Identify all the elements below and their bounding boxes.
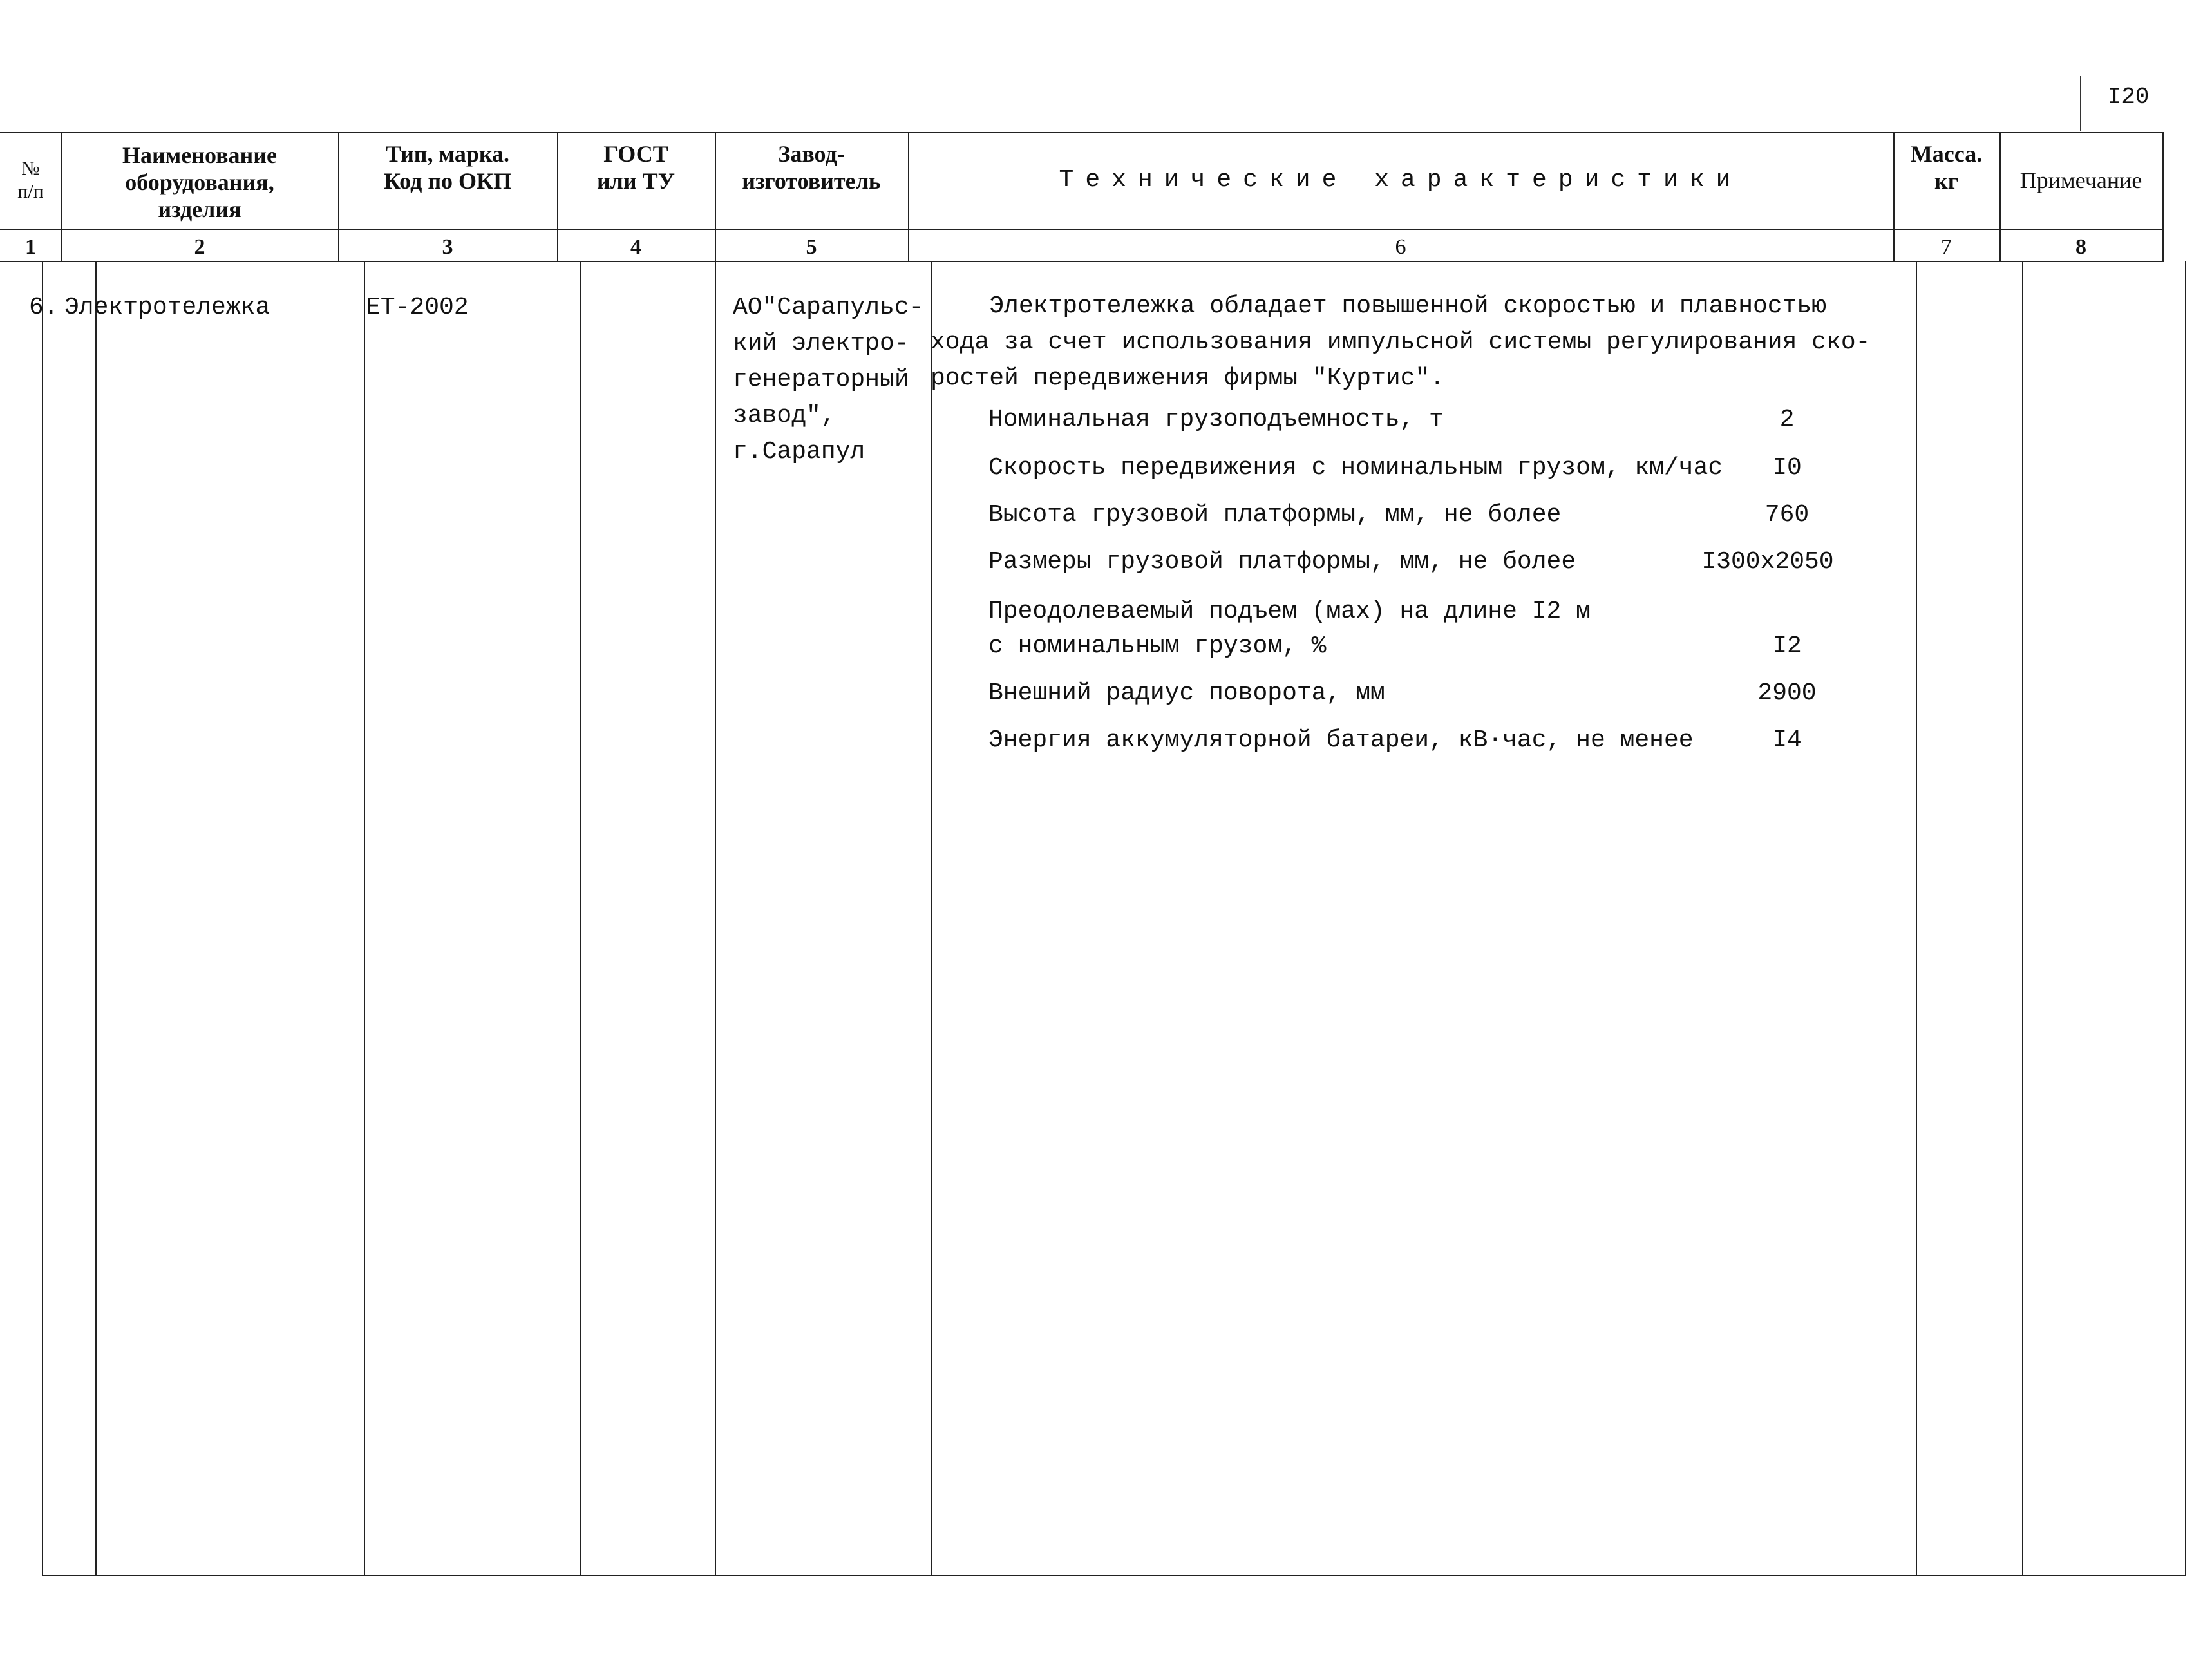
spec-row-platform-height <box>988 501 1845 529</box>
spec-value: 2 <box>1779 406 1795 433</box>
column-number-1: 1 <box>25 235 36 259</box>
body-divider-5 <box>931 261 932 1576</box>
header-gost-line2: или ТУ <box>596 168 676 194</box>
page-number: I20 <box>2107 84 2150 110</box>
body-divider-7 <box>2022 261 2023 1576</box>
manufacturer-line-3: генераторный <box>733 366 909 393</box>
header-manufacturer-line2: изготовитель <box>742 168 881 194</box>
header-manufacturer <box>715 135 908 200</box>
column-number-4: 4 <box>630 235 641 259</box>
spec-value: I4 <box>1772 726 1802 754</box>
spec-label: Номинальная грузоподъемность, т <box>988 406 1444 433</box>
description-line-2: хода за счет использования импульсной системы регулирования ско- <box>931 328 1871 356</box>
spec-row-turning-radius <box>988 679 1845 707</box>
spec-value: I300х2050 <box>1701 548 1834 576</box>
header-mass-line1: Масса. <box>1910 141 1983 167</box>
header-type-line2: Код по ОКП <box>383 168 512 194</box>
column-number-6: 6 <box>1395 235 1406 259</box>
spec-label: Высота грузовой платформы, мм, не более <box>988 501 1562 529</box>
header-name-line3: изделия <box>158 196 241 222</box>
spec-label: Внешний радиус поворота, мм <box>988 679 1385 707</box>
header-name-line2: оборудования, <box>125 169 274 195</box>
body-divider-3 <box>580 261 581 1576</box>
row-number: 6. <box>29 294 59 321</box>
spec-label: Преодолеваемый подъем (мах) на длине I2 м <box>988 598 1591 625</box>
header-characteristics <box>908 135 1893 225</box>
body-divider-1 <box>95 261 97 1576</box>
header-name <box>61 135 338 229</box>
header-note <box>1999 135 2162 225</box>
body-divider-right <box>2185 261 2186 1576</box>
header-mass <box>1893 135 1999 200</box>
header-number-line1: № <box>21 158 40 179</box>
header-type-line1: Тип, марка. <box>385 141 510 167</box>
body-divider-4 <box>715 261 716 1576</box>
row-manufacturer <box>733 290 923 470</box>
column-number-7: 7 <box>1941 235 1952 259</box>
header-number <box>0 135 61 225</box>
header-type <box>338 135 557 200</box>
row-description <box>931 289 1870 397</box>
spec-row-speed <box>988 454 1845 482</box>
spec-value: 760 <box>1764 501 1810 529</box>
spec-row-capacity <box>988 406 1845 433</box>
header-gost-line1: ГОСТ <box>603 141 668 167</box>
row-name: Электротележка <box>64 294 270 321</box>
spec-value <box>1729 598 1845 625</box>
spec-value: I0 <box>1772 454 1802 482</box>
spec-row-incline-line1 <box>988 598 1845 625</box>
body-divider-2 <box>364 261 365 1576</box>
header-mass-line2: кг <box>1934 168 1959 194</box>
header-gost <box>557 135 715 200</box>
description-line-1: Электротележка обладает повышенной скоростью и плавностью <box>931 292 1827 320</box>
spec-label: с номинальным грузом, % <box>988 632 1327 660</box>
header-divider-8 <box>2162 132 2164 261</box>
column-number-8: 8 <box>2075 235 2086 259</box>
header-number-line2: п/п <box>17 181 44 202</box>
page-number-frame-left <box>2080 76 2081 131</box>
body-divider-6 <box>1916 261 1917 1576</box>
spec-label: Энергия аккумуляторной батареи, кВ·час, не менее <box>988 726 1694 754</box>
header-characteristics-text: Технические характеристики <box>1059 166 1743 194</box>
spec-row-platform-size <box>988 548 1845 576</box>
spec-row-incline-line2 <box>988 632 1845 660</box>
body-divider-left <box>42 261 43 1576</box>
header-manufacturer-line1: Завод- <box>778 141 845 167</box>
row-type: ЕТ-2002 <box>366 294 469 321</box>
manufacturer-line-5: г.Сарапул <box>733 438 865 466</box>
spec-row-battery-energy <box>988 726 1845 754</box>
manufacturer-line-2: кий электро- <box>733 330 909 357</box>
header-bottom-line <box>0 229 2164 230</box>
column-number-2: 2 <box>194 235 205 259</box>
manufacturer-line-1: АО"Сарапульс- <box>733 294 924 321</box>
spec-label: Размеры грузовой платформы, мм, не более <box>988 548 1576 576</box>
column-number-5: 5 <box>806 235 817 259</box>
spec-value: I2 <box>1772 632 1802 660</box>
table-top-line <box>0 132 2164 133</box>
colnum-bottom-line <box>0 261 2164 262</box>
manufacturer-line-4: завод", <box>733 402 836 430</box>
description-line-3: ростей передвижения фирмы "Куртис". <box>931 364 1445 392</box>
spec-label: Скорость передвижения с номинальным грузом, км/час <box>988 454 1723 482</box>
column-number-3: 3 <box>442 235 453 259</box>
header-note-text: Примечание <box>2019 167 2142 193</box>
header-name-line1: Наименование <box>122 142 277 168</box>
spec-value: 2900 <box>1757 679 1817 707</box>
